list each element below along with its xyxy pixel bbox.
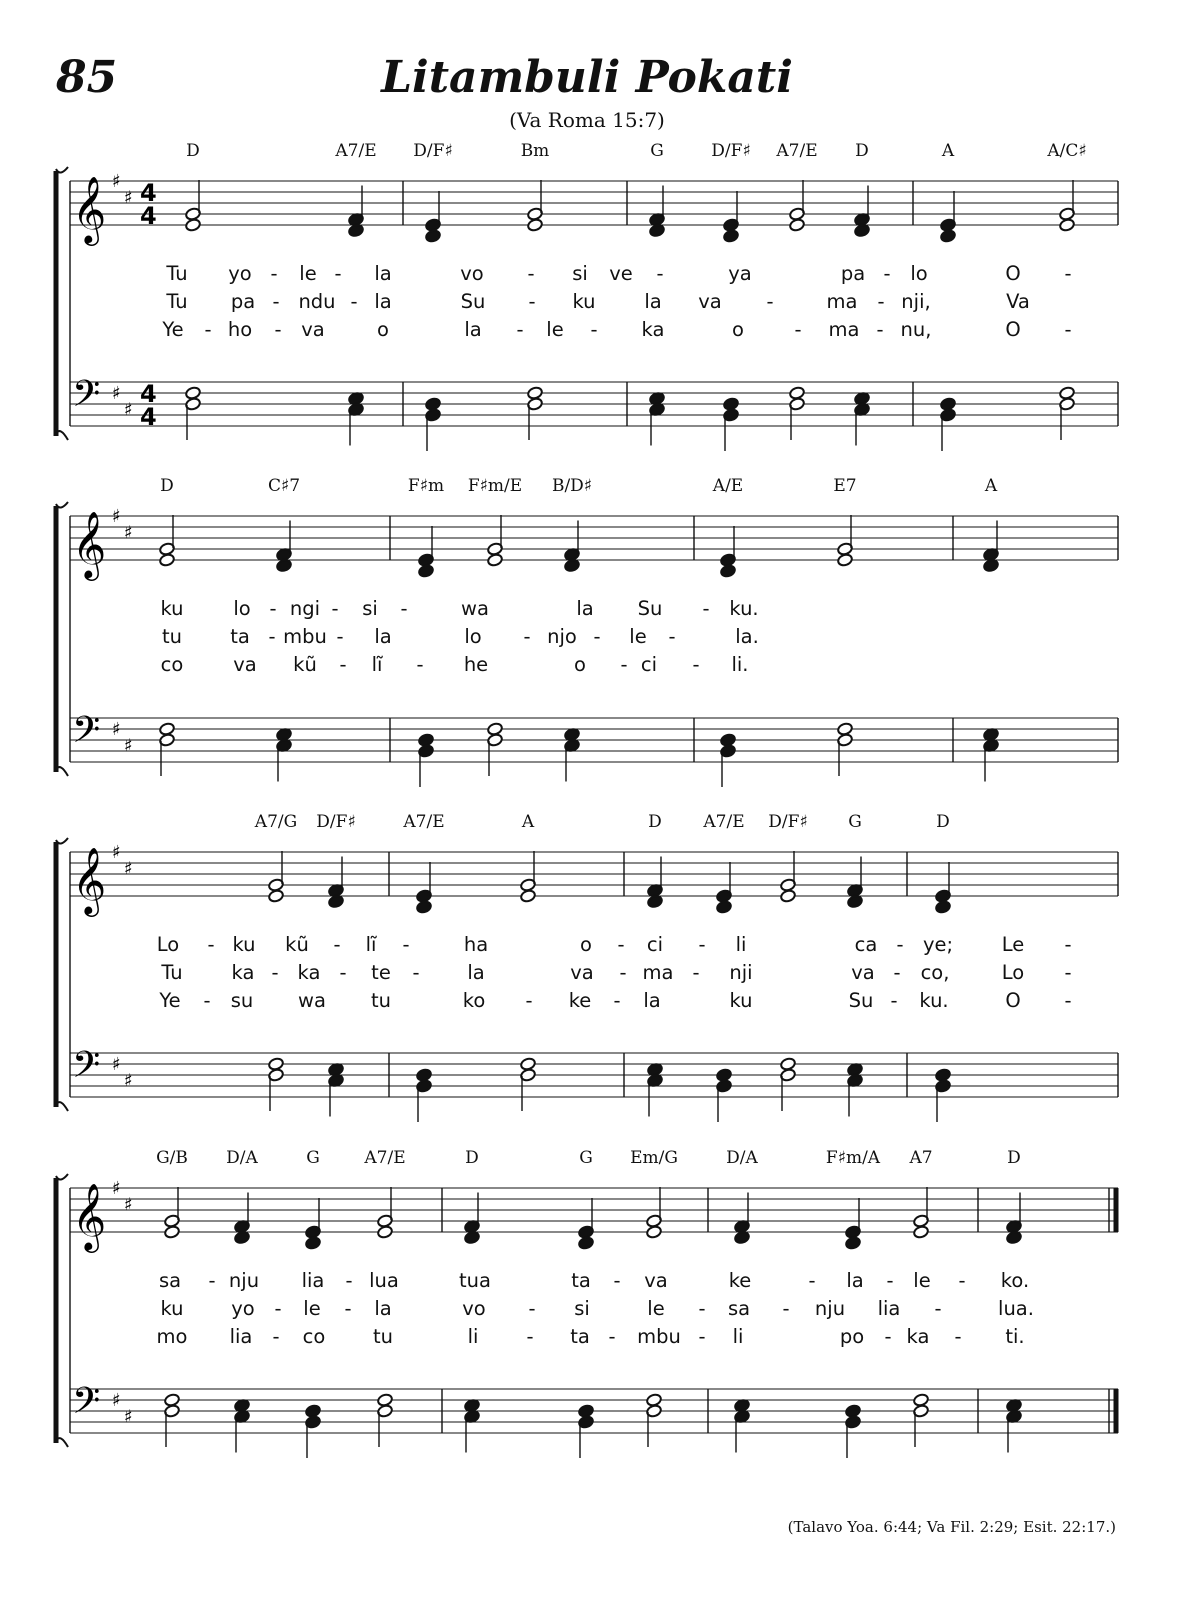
chord-symbol: D/A	[226, 1148, 258, 1168]
chord-symbol: G	[650, 141, 664, 161]
lyric-syllable: O	[1005, 318, 1021, 341]
notehead	[416, 900, 433, 914]
lyric-syllable: le	[546, 318, 564, 341]
chord-symbol: A7/E	[703, 812, 745, 832]
lyric-hyphen: -	[331, 597, 339, 620]
lyric-syllable: la	[374, 1297, 392, 1320]
lyric-syllable: ku.	[919, 989, 949, 1012]
lyric-hyphen: -	[204, 318, 212, 341]
lyric-syllable: o	[732, 318, 744, 341]
lyric-syllable: le	[913, 1269, 931, 1292]
lyric-syllable: nji,	[901, 290, 931, 313]
lyric-syllable: ye;	[922, 933, 954, 956]
notehead	[185, 218, 202, 232]
chord-symbol: D	[936, 812, 950, 832]
lyric-syllable: tua	[459, 1269, 491, 1292]
notehead	[527, 218, 544, 232]
notehead	[425, 229, 442, 243]
lyric-hyphen: -	[893, 961, 901, 984]
lyric-hyphen: -	[1064, 961, 1072, 984]
bass-clef-icon: 𝄢	[72, 709, 101, 760]
lyric-hyphen: -	[958, 1269, 966, 1292]
lyric-syllable: la	[464, 318, 482, 341]
chord-symbol: D	[855, 141, 869, 161]
lyric-syllable: su	[230, 989, 254, 1012]
lyric-hyphen: -	[692, 961, 700, 984]
lyric-syllable: O	[1005, 262, 1021, 285]
lyric-syllable: lua	[369, 1269, 399, 1292]
chord-symbol: D	[186, 141, 200, 161]
lyric-syllable: co,	[920, 961, 950, 984]
lyric-syllable: Su	[637, 597, 663, 620]
lyric-hyphen: -	[274, 318, 282, 341]
lyric-hyphen: -	[516, 318, 524, 341]
lyric-syllable: o	[574, 653, 586, 676]
notehead	[789, 218, 806, 232]
sharp-key-icon: ♯	[112, 719, 121, 740]
time-signature-top: 4	[140, 380, 157, 408]
time-signature-bottom: 4	[140, 403, 157, 431]
chord-symbol: A/E	[712, 476, 744, 496]
lyric-hyphen: -	[1064, 933, 1072, 956]
lyric-syllable: va	[851, 961, 875, 984]
chord-symbol: B/D♯	[551, 476, 593, 496]
lyric-syllable: nju	[228, 1269, 260, 1292]
notehead	[935, 900, 952, 914]
lyric-syllable: Va	[1006, 290, 1030, 313]
chord-symbol: D/F♯	[768, 812, 808, 832]
notehead	[646, 1225, 663, 1239]
lyric-syllable: si	[572, 262, 588, 285]
lyric-syllable: ti.	[1005, 1325, 1025, 1348]
lyric-hyphen: -	[886, 1269, 894, 1292]
sharp-key-icon: ♯	[112, 171, 121, 192]
lyric-hyphen: -	[782, 1297, 790, 1320]
notehead	[913, 1225, 930, 1239]
lyric-hyphen: -	[613, 989, 621, 1012]
lyric-syllable: la.	[735, 625, 759, 648]
lyric-hyphen: -	[274, 1297, 282, 1320]
lyric-syllable: njo	[547, 625, 577, 648]
lyric-syllable: le	[299, 262, 317, 285]
lyric-hyphen: -	[1064, 318, 1072, 341]
notehead	[305, 1236, 322, 1250]
lyric-syllable: ma	[642, 961, 674, 984]
chord-symbol: G	[306, 1148, 320, 1168]
lyric-syllable: Lo	[1001, 961, 1025, 984]
lyric-hyphen: -	[656, 262, 664, 285]
lyric-hyphen: -	[808, 1269, 816, 1292]
lyric-syllable: wa	[298, 989, 326, 1012]
lyric-syllable: te	[371, 961, 391, 984]
notehead	[578, 1236, 595, 1250]
sharp-key-icon: ♯	[124, 858, 133, 880]
treble-clef-icon: 𝄞	[72, 1182, 107, 1250]
lyric-syllable: nu,	[900, 318, 932, 341]
lyric-hyphen: -	[593, 625, 601, 648]
lyric-syllable: ku	[232, 933, 256, 956]
hymn-number: 85	[56, 52, 118, 103]
lyric-syllable: va	[698, 290, 722, 313]
lyric-syllable: o	[377, 318, 389, 341]
chord-symbol: A7/E	[335, 141, 377, 161]
lyric-hyphen: -	[334, 262, 342, 285]
lyric-syllable: ma	[826, 290, 858, 313]
lyric-syllable: ke	[568, 989, 592, 1012]
chord-symbol: A	[984, 476, 998, 496]
lyric-syllable: ha	[463, 933, 489, 956]
chord-symbol: D	[160, 476, 174, 496]
lyric-syllable: ka	[641, 318, 665, 341]
lyric-syllable: mbu	[283, 625, 327, 648]
lyric-syllable: ku	[160, 1297, 184, 1320]
lyric-hyphen: -	[608, 1325, 616, 1348]
lyric-syllable: la	[846, 1269, 864, 1292]
lyric-syllable: ka	[906, 1325, 930, 1348]
lyric-hyphen: -	[698, 933, 706, 956]
chord-symbol: A7	[909, 1148, 933, 1168]
lyric-syllable: ku	[729, 989, 753, 1012]
lyric-hyphen: -	[766, 290, 774, 313]
chord-symbol: G/B	[156, 1148, 188, 1168]
lyric-syllable: ko	[462, 989, 486, 1012]
lyric-syllable: vo	[462, 1297, 486, 1320]
lyric-hyphen: -	[523, 625, 531, 648]
notehead	[845, 1236, 862, 1250]
lyric-syllable: lia	[301, 1269, 325, 1292]
lyric-syllable: ca	[854, 933, 878, 956]
lyric-syllable: le	[647, 1297, 665, 1320]
lyric-hyphen: -	[203, 989, 211, 1012]
lyric-syllable: la	[374, 262, 392, 285]
lyric-hyphen: -	[1064, 989, 1072, 1012]
sharp-key-icon: ♯	[112, 1390, 121, 1411]
bass-clef-icon: 𝄢	[72, 1044, 101, 1095]
lyric-hyphen: -	[268, 625, 276, 648]
lyric-syllable: ndu	[298, 290, 336, 313]
chord-symbol: F♯m/A	[825, 1148, 881, 1168]
lyric-hyphen: -	[883, 262, 891, 285]
lyric-syllable: Su	[848, 989, 874, 1012]
lyric-syllable: ku	[160, 597, 184, 620]
notehead	[716, 900, 733, 914]
lyric-hyphen: -	[269, 597, 277, 620]
lyric-syllable: va	[301, 318, 325, 341]
lyric-syllable: ko.	[1000, 1269, 1030, 1292]
chord-symbol: A7/E	[364, 1148, 406, 1168]
lyric-syllable: le	[629, 625, 647, 648]
lyric-syllable: li.	[731, 653, 749, 676]
lyric-syllable: co	[160, 653, 184, 676]
chord-symbol: F♯m/E	[467, 476, 523, 496]
sharp-key-icon: ♯	[124, 1406, 133, 1428]
lyric-syllable: ke	[728, 1269, 752, 1292]
sharp-key-icon: ♯	[112, 383, 121, 404]
scripture-reference: (Va Roma 15:7)	[509, 108, 665, 132]
lyric-hyphen: -	[884, 1325, 892, 1348]
sharp-key-icon: ♯	[124, 1194, 133, 1216]
lyric-hyphen: -	[698, 1297, 706, 1320]
lyric-syllable: ho	[227, 318, 253, 341]
lyric-syllable: ta	[230, 625, 250, 648]
lyric-hyphen: -	[698, 1325, 706, 1348]
chord-symbol: A7/E	[403, 812, 445, 832]
lyric-syllable: O	[1005, 989, 1021, 1012]
lyric-hyphen: -	[876, 318, 884, 341]
notehead	[159, 553, 176, 567]
chord-symbol: G	[579, 1148, 593, 1168]
lyric-hyphen: -	[207, 933, 215, 956]
chord-symbol: D/F♯	[413, 141, 453, 161]
chord-symbol: D	[1007, 1148, 1021, 1168]
lyric-hyphen: -	[613, 1269, 621, 1292]
lyric-syllable: tu	[161, 625, 183, 648]
lyric-hyphen: -	[402, 933, 410, 956]
lyric-syllable: li	[735, 933, 747, 956]
lyric-syllable: vo	[460, 262, 484, 285]
lyric-syllable: li	[467, 1325, 479, 1348]
chord-symbol: D/F♯	[711, 141, 751, 161]
bass-clef-icon: 𝄢	[72, 1380, 101, 1431]
lyric-syllable: o	[580, 933, 592, 956]
lyric-hyphen: -	[350, 290, 358, 313]
lyric-hyphen: -	[412, 961, 420, 984]
notehead	[164, 1225, 181, 1239]
lyric-syllable: va	[233, 653, 257, 676]
lyric-syllable: Tu	[161, 961, 183, 984]
lyric-hyphen: -	[344, 1297, 352, 1320]
notehead	[268, 889, 285, 903]
sharp-key-icon: ♯	[112, 506, 121, 527]
chord-symbol: D	[465, 1148, 479, 1168]
bass-clef-icon: 𝄢	[72, 373, 101, 424]
sharp-key-icon: ♯	[112, 842, 121, 863]
lyric-hyphen: -	[339, 653, 347, 676]
lyric-syllable: Le	[1001, 933, 1025, 956]
lyric-hyphen: -	[620, 653, 628, 676]
lyric-syllable: yo	[228, 262, 252, 285]
chord-symbol: Bm	[520, 141, 550, 161]
lyric-syllable: la	[576, 597, 594, 620]
lyric-hyphen: -	[954, 1325, 962, 1348]
lyric-syllable: li	[732, 1325, 744, 1348]
chord-symbol: E7	[833, 476, 857, 496]
lyric-syllable: ka	[297, 961, 321, 984]
notehead	[418, 564, 435, 578]
lyric-syllable: lo	[233, 597, 251, 620]
lyric-syllable: la	[644, 290, 662, 313]
lyric-syllable: la	[643, 989, 661, 1012]
chord-symbol: D/F♯	[316, 812, 356, 832]
sharp-key-icon: ♯	[124, 735, 133, 757]
lyric-syllable: sa	[727, 1297, 751, 1320]
lyric-syllable: pa	[840, 262, 866, 285]
lyric-hyphen: -	[272, 1325, 280, 1348]
lyric-hyphen: -	[336, 625, 344, 648]
lyric-hyphen: -	[1064, 262, 1072, 285]
lyric-syllable: Tu	[166, 262, 188, 285]
chord-symbol: D/A	[726, 1148, 758, 1168]
hymn-title: Litambuli Pokati	[381, 52, 793, 103]
lyric-syllable: va	[644, 1269, 668, 1292]
lyric-syllable: Ye	[162, 318, 184, 341]
notehead	[377, 1225, 394, 1239]
lyric-syllable: lua.	[998, 1297, 1034, 1320]
lyric-hyphen: -	[619, 961, 627, 984]
sharp-key-icon: ♯	[124, 1070, 133, 1092]
lyric-syllable: sa	[158, 1269, 182, 1292]
lyric-hyphen: -	[528, 1297, 536, 1320]
notehead	[837, 553, 854, 567]
lyric-hyphen: -	[345, 1269, 353, 1292]
lyric-syllable: la	[374, 290, 392, 313]
treble-clef-icon: 𝄞	[72, 175, 107, 243]
lyric-syllable: lo	[910, 262, 928, 285]
treble-clef-icon: 𝄞	[72, 846, 107, 914]
lyric-syllable: mbu	[637, 1325, 681, 1348]
lyric-syllable: kũ	[285, 933, 309, 956]
notehead	[520, 889, 537, 903]
lyric-syllable: pa	[230, 290, 256, 313]
chord-symbol: Em/G	[630, 1148, 678, 1168]
lyric-hyphen: -	[270, 262, 278, 285]
lyric-hyphen: -	[271, 961, 279, 984]
lyric-syllable: si	[362, 597, 378, 620]
lyric-syllable: ma	[828, 318, 860, 341]
lyric-syllable: kũ	[293, 653, 317, 676]
lyric-hyphen: -	[590, 318, 598, 341]
notehead	[723, 229, 740, 243]
treble-clef-icon: 𝄞	[72, 510, 107, 578]
lyric-syllable: he	[463, 653, 489, 676]
notehead	[720, 564, 737, 578]
lyric-hyphen: -	[400, 597, 408, 620]
lyric-hyphen: -	[617, 933, 625, 956]
notehead	[940, 229, 957, 243]
lyric-hyphen: -	[333, 933, 341, 956]
lyric-hyphen: -	[692, 653, 700, 676]
lyric-syllable: ka	[231, 961, 255, 984]
lyric-hyphen: -	[890, 989, 898, 1012]
lyric-syllable: lĩ	[365, 933, 377, 956]
lyric-syllable: lo	[464, 625, 482, 648]
lyric-syllable: ta	[571, 1269, 591, 1292]
lyric-hyphen: -	[416, 653, 424, 676]
lyric-syllable: ngi	[289, 597, 321, 620]
lyric-syllable: mo	[156, 1325, 188, 1348]
lyric-syllable: le	[303, 1297, 321, 1320]
lyric-hyphen: -	[526, 1325, 534, 1348]
lyric-syllable: ku.	[729, 597, 759, 620]
lyric-syllable: nju	[814, 1297, 846, 1320]
lyric-syllable: nji	[729, 961, 753, 984]
lyric-syllable: la	[467, 961, 485, 984]
lyric-syllable: ya	[728, 262, 752, 285]
lyric-hyphen: -	[527, 262, 535, 285]
lyric-syllable: ta	[570, 1325, 590, 1348]
chord-symbol: C♯7	[267, 476, 301, 496]
lyric-syllable: lĩ	[371, 653, 383, 676]
lyric-hyphen: -	[934, 1297, 942, 1320]
lyric-hyphen: -	[208, 1269, 216, 1292]
chord-symbol: A7/E	[776, 141, 818, 161]
notehead	[780, 889, 797, 903]
lyric-syllable: va	[570, 961, 594, 984]
lyric-syllable: ve	[609, 262, 633, 285]
chord-symbol: A7/G	[254, 812, 298, 832]
sharp-key-icon: ♯	[124, 399, 133, 421]
chord-symbol: A	[941, 141, 955, 161]
lyric-syllable: co	[302, 1325, 326, 1348]
lyric-hyphen: -	[877, 290, 885, 313]
chord-symbol: A	[521, 812, 535, 832]
lyric-syllable: po	[839, 1325, 865, 1348]
time-signature-bottom: 4	[140, 202, 157, 230]
lyric-syllable: ku	[572, 290, 596, 313]
footer-references: (Talavo Yoa. 6:44; Va Fil. 2:29; Esit. 22:17.)	[787, 1518, 1116, 1536]
lyric-hyphen: -	[794, 318, 802, 341]
chord-symbol: F♯m	[407, 476, 445, 496]
lyric-syllable: yo	[231, 1297, 255, 1320]
lyric-hyphen: -	[528, 290, 536, 313]
lyric-hyphen: -	[525, 989, 533, 1012]
sharp-key-icon: ♯	[124, 522, 133, 544]
lyric-hyphen: -	[272, 290, 280, 313]
chord-symbol: G	[848, 812, 862, 832]
sharp-key-icon: ♯	[112, 1178, 121, 1199]
chord-symbol: D	[648, 812, 662, 832]
lyric-syllable: tu	[372, 1325, 394, 1348]
lyric-syllable: ci	[646, 933, 664, 956]
sharp-key-icon: ♯	[112, 1054, 121, 1075]
lyric-hyphen: -	[339, 961, 347, 984]
lyric-syllable: la	[374, 625, 392, 648]
lyric-syllable: si	[574, 1297, 590, 1320]
notehead	[487, 553, 504, 567]
lyric-syllable: ci	[640, 653, 658, 676]
lyric-syllable: Lo	[156, 933, 180, 956]
lyric-syllable: wa	[461, 597, 489, 620]
lyric-syllable: Su	[460, 290, 486, 313]
lyric-syllable: lia	[229, 1325, 253, 1348]
chord-symbol: A/C♯	[1047, 141, 1087, 161]
time-signature-top: 4	[140, 179, 157, 207]
lyric-syllable: Tu	[166, 290, 188, 313]
lyric-hyphen: -	[668, 625, 676, 648]
lyric-hyphen: -	[702, 597, 710, 620]
sharp-key-icon: ♯	[124, 187, 133, 209]
lyric-syllable: lia	[877, 1297, 901, 1320]
lyric-syllable: tu	[370, 989, 392, 1012]
lyric-hyphen: -	[896, 933, 904, 956]
notehead	[1059, 218, 1076, 232]
lyric-syllable: Ye	[159, 989, 181, 1012]
